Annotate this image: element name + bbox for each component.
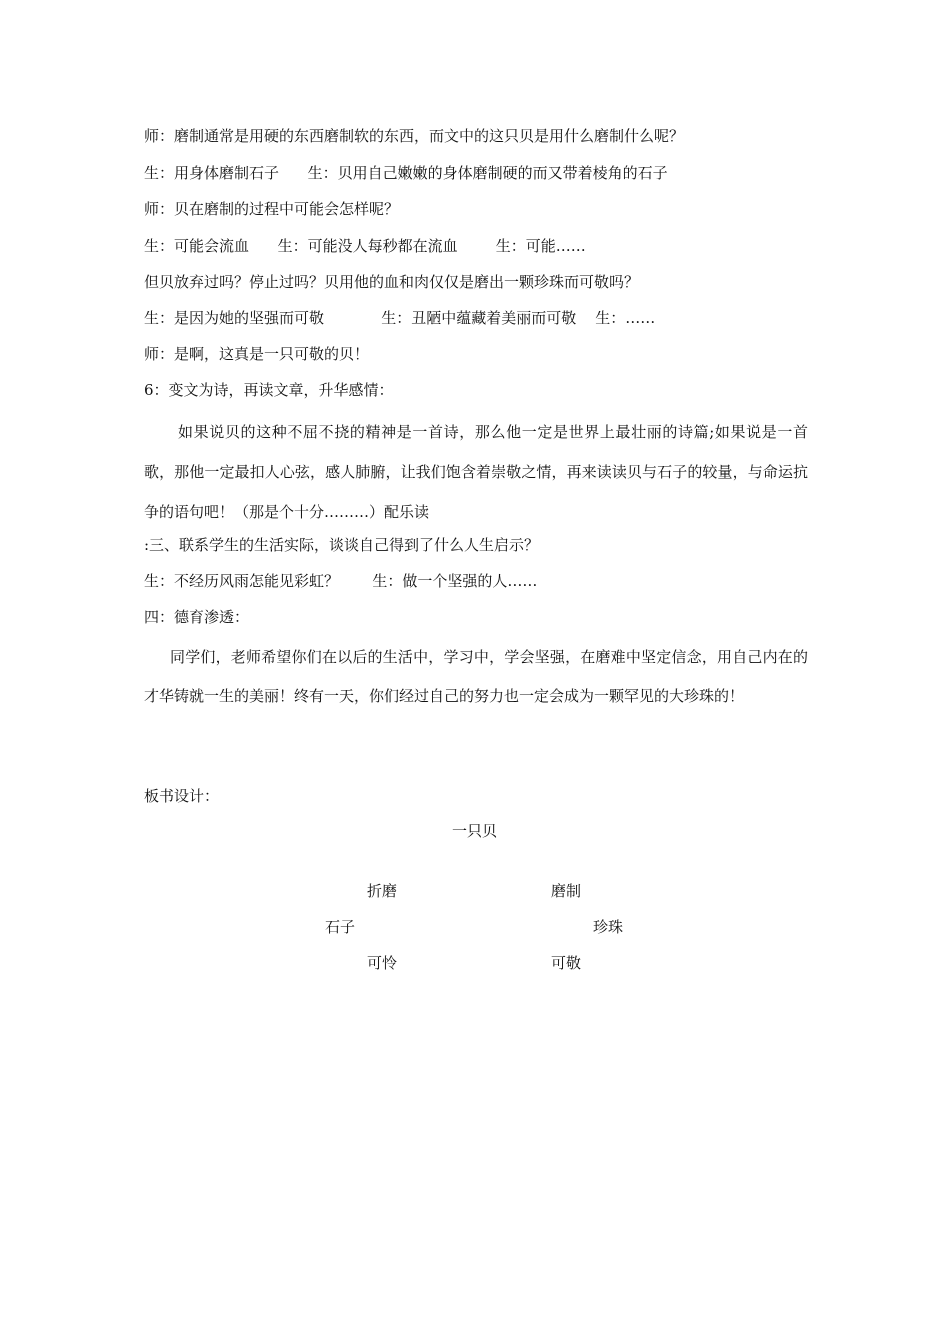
student-answer-respect: 生：是因为她的坚强而可敬 生：丑陋中蕴藏着美丽而可敬 生：……: [144, 309, 656, 327]
board-left-mid: 石子: [325, 918, 356, 936]
student-answer-grinding: 生：用身体磨制石子 生：贝用自己嫩嫩的身体磨制硬的而又带着棱角的石子: [144, 164, 668, 182]
teacher-question-grinding: 师：磨制通常是用硬的东西磨制软的东西，而文中的这只贝是用什么磨制什么呢？: [144, 127, 685, 145]
board-design-heading: 板书设计：: [144, 787, 220, 805]
board-left-top: 折磨: [367, 882, 398, 900]
board-left-bottom: 可怜: [367, 954, 398, 972]
section-4-heading: 四：德育渗透：: [144, 608, 250, 626]
section-6-heading: 6：变文为诗，再读文章，升华感情：: [144, 381, 394, 399]
question-give-up: 但贝放弃过吗？停止过吗？贝用他的血和肉仅仅是磨出一颗珍珠而可敬吗？: [144, 273, 640, 291]
board-right-bottom: 可敬: [551, 954, 582, 972]
moral-education-paragraph: 同学们，老师希望你们在以后的生活中，学习中，学会坚强，在磨难中坚定信念，用自己内在的才华铸就一生的美丽！终有一天，你们经过自己的努力也一定会成为一颗罕见的大珍珠的！: [144, 648, 808, 705]
student-answer-process: 生：可能会流血 生：可能没人每秒都在流血 生：可能……: [144, 237, 586, 255]
section-3-heading: :三、联系学生的生活实际，谈谈自己得到了什么人生启示？: [144, 536, 540, 554]
teacher-question-process: 师：贝在磨制的过程中可能会怎样呢？: [144, 200, 400, 218]
student-life-answers: 生：不经历风雨怎能见彩虹？ 生：做一个坚强的人……: [144, 572, 538, 590]
board-title: 一只贝: [452, 822, 498, 840]
board-right-top: 磨制: [551, 882, 582, 900]
poem-paragraph: 如果说贝的这种不屈不挠的精神是一首诗，那么他一定是世界上最壮丽的诗篇;如果说是一首歌，那他一定最扣人心弦，感人肺腑，让我们饱含着崇敬之情，再来读读贝与石子的较量，与命运抗争的语句吧！（那是个十分………）配乐读: [144, 423, 808, 521]
teacher-conclusion: 师：是啊，这真是一只可敬的贝！: [144, 345, 370, 363]
board-right-mid: 珍珠: [593, 918, 624, 936]
